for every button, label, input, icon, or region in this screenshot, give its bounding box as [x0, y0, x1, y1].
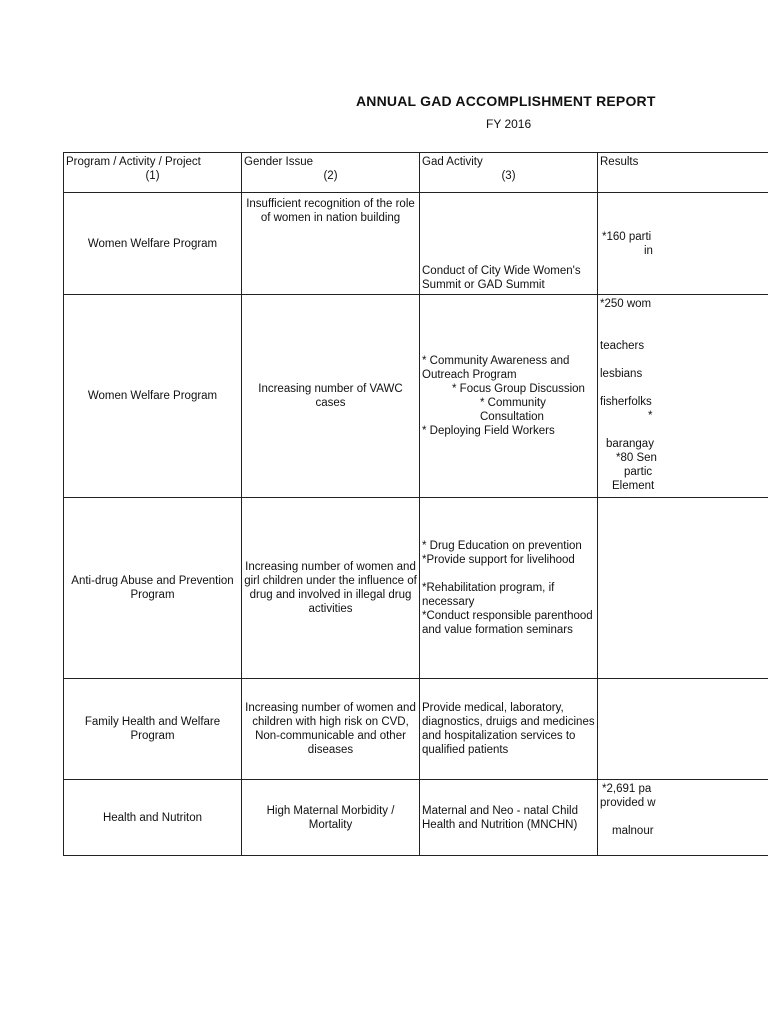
activity-line: * Community Consultation [480, 397, 546, 423]
gender-issue-cell: Increasing number of women and girl children under the influence of drug and involved in illegal drug activities [242, 498, 420, 679]
program-cell: Women Welfare Program [64, 295, 242, 498]
results-cell [598, 498, 768, 679]
result-line: *2,691 pa [602, 783, 652, 795]
accomplishment-table-container [63, 152, 768, 856]
results-cell [598, 780, 768, 856]
result-line: provided w [600, 797, 656, 809]
activity-line: * Drug Education on prevention [422, 540, 582, 552]
column-header-gender-issue [242, 153, 420, 193]
gender-issue-cell: Increasing number of VAWC cases [242, 295, 420, 498]
table-row [64, 679, 768, 780]
gad-activity-cell [420, 780, 598, 856]
report-year: FY 2016 [486, 117, 532, 131]
gad-activity-cell [420, 679, 598, 780]
program-cell: Anti-drug Abuse and Prevention Program [64, 498, 242, 679]
column-header-number: (2) [323, 170, 338, 182]
column-header-label: Gad Activity [422, 156, 483, 168]
activity-line: *Conduct responsible parenthood and value formation seminars [422, 610, 593, 636]
column-header-label: Gender Issue [244, 156, 314, 168]
gad-activity-cell [420, 498, 598, 679]
activity-line: * Deploying Field Workers [422, 425, 555, 437]
activity-line: Maternal and Neo - natal Child Health and Nutrition (MNCHN) [422, 804, 578, 831]
gad-activity-cell [420, 193, 598, 295]
gad-activity-cell [420, 295, 598, 498]
result-line: * [648, 410, 653, 422]
column-header-gad-activity [420, 153, 598, 193]
result-line: partic [624, 466, 653, 478]
result-line: malnour [612, 825, 654, 837]
activity-line: * Focus Group Discussion [452, 383, 585, 395]
table-header-row [64, 153, 768, 193]
activity-line: Conduct of City Wide Women's Summit or GAD Summit [422, 265, 581, 291]
result-line: lesbians [600, 368, 643, 380]
program-cell: Family Health and Welfare Program [64, 679, 242, 780]
results-cell [598, 295, 768, 498]
activity-line: Provide medical, laboratory, diagnostics, druigs and medicines and hospitalization services to qualified patients [422, 702, 595, 756]
table-row [64, 193, 768, 295]
result-line: fisherfolks [600, 396, 652, 408]
table-row [64, 780, 768, 856]
result-line: Element [612, 480, 655, 492]
result-line: in [644, 244, 653, 257]
column-header-number: (1) [145, 170, 160, 182]
column-header-program [64, 153, 242, 193]
activity-line: * Community Awareness and Outreach Program [422, 355, 570, 381]
result-line: barangay [606, 438, 654, 450]
column-header-label: Program / Activity / Project [66, 156, 201, 168]
gender-issue-cell: Increasing number of women and children with high risk on CVD, Non-communicable and other diseases [242, 679, 420, 780]
column-header-results [598, 153, 768, 193]
table-row [64, 295, 768, 498]
report-title: ANNUAL GAD ACCOMPLISHMENT REPORT [356, 93, 656, 109]
program-cell: Women Welfare Program [64, 193, 242, 295]
column-header-number: (3) [501, 170, 516, 182]
result-line: teachers [600, 340, 645, 352]
results-cell [598, 679, 768, 780]
accomplishment-table [63, 152, 768, 856]
column-header-label: Results [600, 156, 639, 168]
activity-line: *Rehabilitation program, if necessary [422, 582, 555, 608]
results-cell [598, 193, 768, 295]
gender-issue-cell: High Maternal Morbidity / Mortality [242, 780, 420, 856]
result-line: *80 Sen [616, 452, 657, 464]
program-cell: Health and Nutriton [64, 780, 242, 856]
table-row [64, 498, 768, 679]
result-line: *160 parti [602, 230, 652, 243]
activity-line: *Provide support for livelihood [422, 554, 575, 566]
result-line: *250 wom [600, 298, 652, 310]
gender-issue-cell: Insufficient recognition of the role of women in nation building [242, 193, 420, 295]
